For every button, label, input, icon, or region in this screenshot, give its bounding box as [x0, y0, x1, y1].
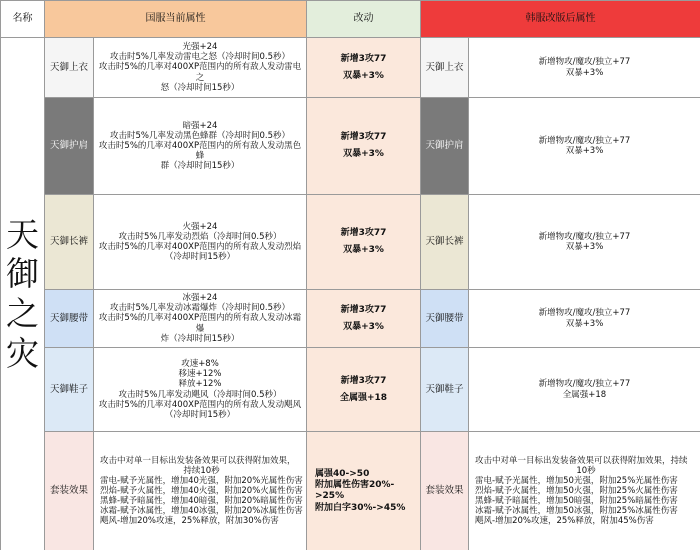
table-row: [1, 348, 700, 432]
kr-attributes: 新增物攻/魔攻/独立+77 双暴+3%: [469, 38, 700, 98]
change-cell: 新增3攻77 双暴+3%: [307, 195, 421, 290]
item-name: 天御腰带: [45, 290, 94, 348]
kr-attributes: 新增物攻/魔攻/独立+77 双暴+3%: [469, 290, 700, 348]
set-name-char: 御: [6, 254, 39, 294]
cn-attributes: 攻速+8% 移速+12% 释放+12% 攻击时5%几率发动飓风（冷却时间0.5秒） 攻击时5%的几率对400XP范围内的所有敌人发动飓风 （冷却时间15秒）: [94, 348, 307, 432]
header-cn-current: 国服当前属性: [45, 1, 307, 38]
change-cell: 属强40->50 附加属性伤害20%->25% 附加白字30%->45%: [307, 432, 421, 550]
item-name: 天御鞋子: [45, 348, 94, 432]
item-name: 天御上衣: [45, 38, 94, 98]
table-row: [1, 195, 700, 290]
item-name: 天御护肩: [45, 98, 94, 195]
item-name: 天御长裤: [45, 195, 94, 290]
table-row: [1, 98, 700, 195]
set-name-char: 之: [6, 294, 39, 333]
change-cell: 新增3攻77 双暴+3%: [307, 38, 421, 98]
set-name-char: 天: [6, 214, 39, 254]
table-row: [1, 290, 700, 348]
header-kr-after: 韩服改版后属性: [421, 1, 700, 38]
item-name: 套装效果: [45, 432, 94, 550]
kr-item-name: 天御鞋子: [421, 348, 469, 432]
kr-attributes: 新增物攻/魔攻/独立+77 双暴+3%: [469, 195, 700, 290]
kr-item-name: 天御腰带: [421, 290, 469, 348]
set-name: [1, 38, 45, 550]
header-name: 名称: [1, 1, 45, 38]
change-cell: 新增3攻77 双暴+3%: [307, 98, 421, 195]
table-row: [1, 38, 700, 98]
header-row: [1, 1, 700, 38]
kr-attributes: 新增物攻/魔攻/独立+77 双暴+3%: [469, 98, 700, 195]
cn-attributes: 暗强+24 攻击时5%几率发动黑色蜂群（冷却时间0.5秒） 攻击时5%的几率对400XP范围内的所有敌人发动黑色蜂 群（冷却时间15秒）: [94, 98, 307, 195]
kr-item-name: 套装效果: [421, 432, 469, 550]
change-cell: 新增3攻77 双暴+3%: [307, 290, 421, 348]
cn-attributes: 冰强+24 攻击时5%几率发动冰霜爆炸（冷却时间0.5秒） 攻击时5%的几率对400XP范围内的所有敌人发动冰霜爆 炸（冷却时间15秒）: [94, 290, 307, 348]
cn-attributes: 攻击中对单一目标出发装备效果可以获得附加效果， 持续10秒 雷电-赋予光属性，增加40光强，附加20%光属性伤害 烈焰-赋予火属性，增加40火强，附加20%火属性伤害 黑蜂-赋予暗属性，增加40暗强，附加20%暗属性伤害 冰霜-赋予冰属性，增加40冰强，附加20%冰属性伤害 飓风-增加20%攻速，25%释放，附加30%伤害: [94, 432, 307, 550]
set-name-char: 灾: [6, 333, 39, 373]
kr-attributes: 攻击中对单一目标出发装备效果可以获得附加效果，持续 10秒 雷电-赋予光属性，增加50光强，附加25%光属性伤害 烈焰-赋予火属性，增加50火强，附加25%火属性伤害 黑蜂-赋予暗属性，增加50暗强，附加25%暗属性伤害 冰霜-赋予冰属性，增加50冰强，附加25%冰属性伤害 飓风-增加20%攻速，25%释放，附加45%伤害: [469, 432, 700, 550]
kr-item-name: 天御上衣: [421, 38, 469, 98]
cn-attributes: 火强+24 攻击时5%几率发动烈焰（冷却时间0.5秒） 攻击时5%的几率对400XP范围内的所有敌人发动烈焰 （冷却时间15秒）: [94, 195, 307, 290]
cn-attributes: 光强+24 攻击时5%几率发动雷电之怒（冷却时间0.5秒） 攻击时5%的几率对400XP范围内的所有敌人发动雷电之 怒（冷却时间15秒）: [94, 38, 307, 98]
kr-attributes: 新增物攻/魔攻/独立+77 全属强+18: [469, 348, 700, 432]
header-change: 改动: [307, 1, 421, 38]
change-cell: 新增3攻77 全属强+18: [307, 348, 421, 432]
kr-item-name: 天御护肩: [421, 98, 469, 195]
table-row: [1, 432, 700, 550]
kr-item-name: 天御长裤: [421, 195, 469, 290]
